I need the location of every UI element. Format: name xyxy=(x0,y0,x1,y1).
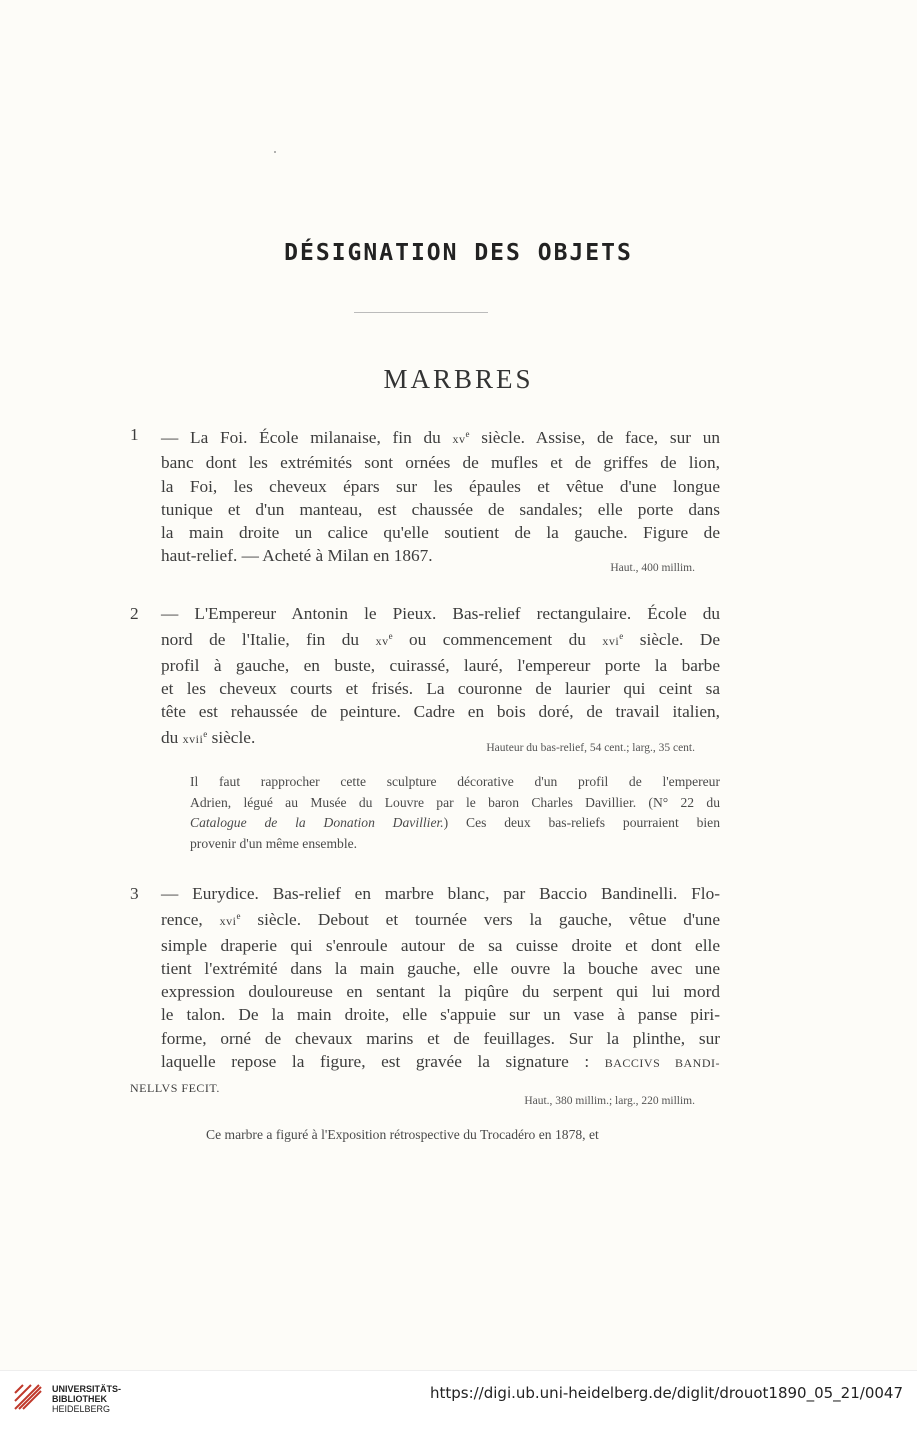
note-line: provenir d'un même ensemble. xyxy=(190,835,358,851)
entry-line: — Eurydice. Bas-relief en marbre blanc, par Baccio Bandinelli. Flo- xyxy=(161,884,720,903)
entry-number: 3 xyxy=(130,884,139,903)
entry-line: tient l'extrémité dans la main gauche, elle ouvre la bouche avec une xyxy=(161,958,720,978)
library-name-line: BIBLIOTHEK xyxy=(52,1394,107,1404)
entry-line: la Foi, les cheveux épars sur les épaules et vêtue d'une longue xyxy=(161,476,720,496)
note-line: Il faut rapprocher cette sculpture décorative d'un profil de l'empereur xyxy=(190,774,720,789)
page-heading: DÉSIGNATION DES OBJETS xyxy=(284,240,633,266)
entry-line: — La Foi. École milanaise, fin du $xv^e$ siècle. Assise, de face, sur un xyxy=(161,428,721,447)
library-logo-icon xyxy=(11,1379,45,1413)
entry-line: rence, xvi$^e$ siècle. Debout et tournée vers la gauche, vêtue d'une xyxy=(161,910,720,930)
entry-line: simple draperie qui s'enroule autour de sa cuisse droite et dont elle xyxy=(161,935,720,955)
entry-line: expression douloureuse en sentant la piqûre du serpent qui lui mord xyxy=(161,982,720,1002)
page-url-link[interactable]: https://digi.ub.uni-heidelberg.de/diglit/drouot1890_05_21/0047 xyxy=(429,1384,903,1402)
note-line: Catalogue de la Donation Davillier.) Ces deux bas-reliefs pourraient bien xyxy=(190,815,720,830)
section-title: MARBRES xyxy=(383,364,534,394)
entry-line: du xvii$^e$ siècle. xyxy=(161,728,256,748)
entry-line: — L'Empereur Antonin le Pieux. Bas-relief rectangulaire. École du xyxy=(161,604,720,623)
heading-divider xyxy=(354,312,488,313)
entry-line: NELLVS FECIT. xyxy=(130,1081,220,1096)
entry-line: tête est rehaussée de peinture. Cadre en bois doré, de travail italien, xyxy=(161,702,720,722)
entry-number: 2 xyxy=(130,604,139,623)
library-name xyxy=(52,1384,121,1414)
entry-dimensions: Haut., 380 millim.; larg., 220 millim. xyxy=(524,1095,695,1107)
entry-line: banc dont les extrémités sont ornées de mufles et de griffes de lion, xyxy=(161,453,720,473)
catalog-entry-1 xyxy=(130,423,720,568)
catalog-entry-3 xyxy=(130,882,720,1101)
entry-line: le talon. De la main droite, elle s'appuie sur un vase à panse piri- xyxy=(161,1005,720,1025)
entry-note xyxy=(190,772,720,854)
catalog-entry-2 xyxy=(130,602,720,752)
entry-line: haut-relief. — Acheté à Milan en 1867. xyxy=(161,546,433,566)
entry-line: forme, orné de chevaux marins et de feuillages. Sur la plinthe, sur xyxy=(161,1028,720,1048)
entry-line: laquelle repose la figure, est gravée la signature : BACCIVS BANDI- xyxy=(161,1052,720,1072)
viewer-footer xyxy=(0,1370,917,1436)
entry-dimensions: Haut., 400 millim. xyxy=(610,562,695,574)
entry-line: profil à gauche, en buste, cuirassé, lauré, l'empereur porte la barbe xyxy=(161,655,720,675)
entry-line: tunique et d'un manteau, est chaussée de sandales; elle porte dans xyxy=(161,499,720,519)
entry-line: et les cheveux courts et frisés. La couronne de laurier qui ceint sa xyxy=(161,678,720,698)
entry-number: 1 xyxy=(130,425,139,444)
entry-note-start: Ce marbre a figuré à l'Exposition rétrospective du Trocadéro en 1878, et xyxy=(206,1127,599,1142)
paper-speck xyxy=(274,151,276,153)
entry-line: la main droite un calice qu'elle soutient de la gauche. Figure de xyxy=(161,523,720,543)
note-line: Adrien, légué au Musée du Louvre par le baron Charles Davillier. (N° 22 du xyxy=(190,794,720,810)
library-name-line: HEIDELBERG xyxy=(52,1404,111,1414)
entry-line: nord de l'Italie, fin du $xv^e$ ou commencement du xvi$^e$ siècle. De xyxy=(161,630,720,650)
entry-dimensions: Hauteur du bas-relief, 54 cent.; larg., 35 cent. xyxy=(486,742,695,754)
library-name-line: UNIVERSITÄTS- xyxy=(52,1384,122,1394)
